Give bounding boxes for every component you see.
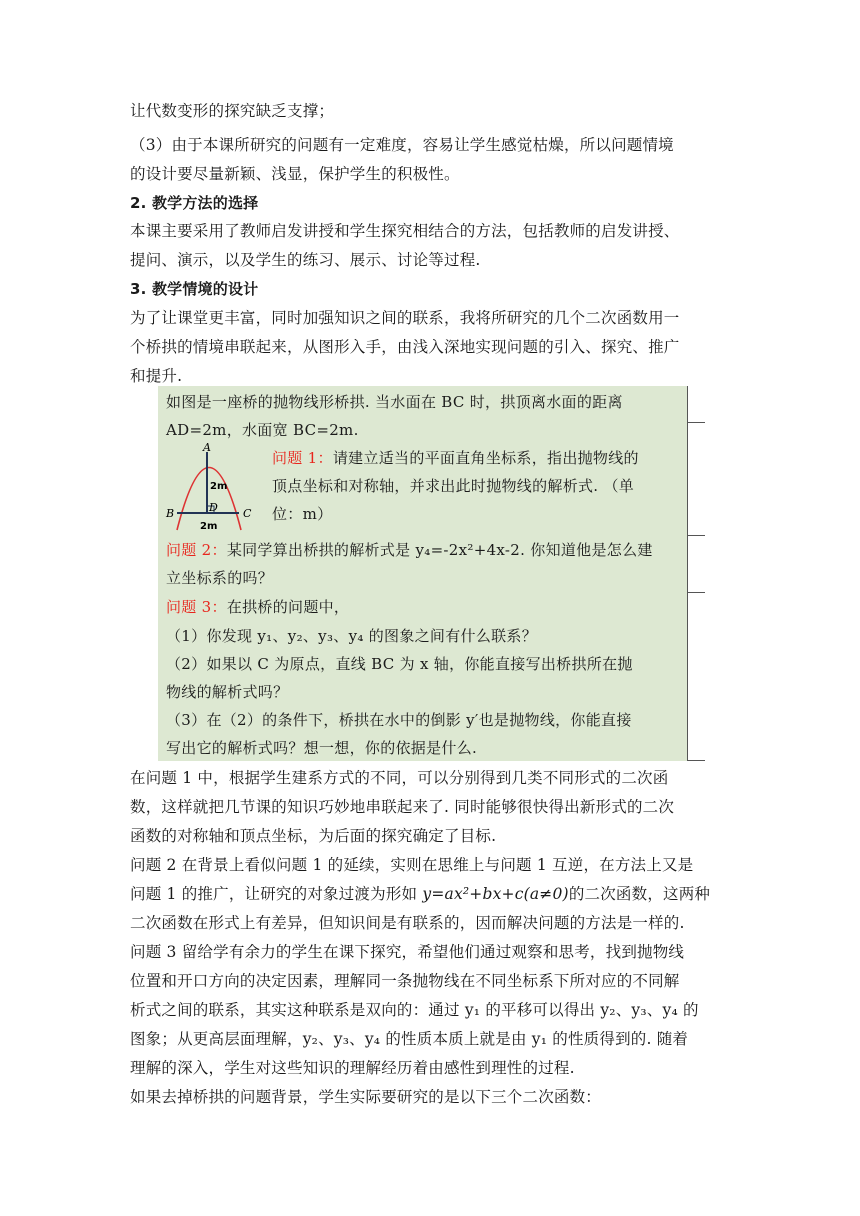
question-3-item: （2）如果以 C 为原点，直线 BC 为 x 轴，你能直接写出桥拱所在抛 (166, 655, 633, 673)
bracket-tick (687, 760, 705, 761)
formula: y=ax²+bx+c(a≠0) (422, 885, 569, 903)
paragraph: 问题 3 留给学有余力的学生在课下探究，希望他们通过观察和思考，找到抛物线 (130, 943, 685, 961)
paragraph: 本课主要采用了教师启发讲授和学生探究相结合的方法，包括教师的启发讲授、 (130, 222, 680, 240)
paragraph: 数，这样就把几节课的知识巧妙地串联起来了. 同时能够很快得出新形式的二次 (130, 798, 675, 816)
paragraph (130, 880, 732, 909)
question-1-cont: 位：m） (272, 505, 333, 523)
paragraph: 二次函数在形式上有差异，但知识间是有联系的，因而解决问题的方法是一样的. (130, 914, 685, 932)
paragraph: 提问、演示，以及学生的练习、展示、讨论等过程. (130, 251, 481, 269)
paragraph: 问题 2 在背景上看似问题 1 的延续，实则在思维上与问题 1 互逆，在方法上又是 (130, 856, 694, 874)
text: 的二次函数，这两种 (568, 885, 711, 903)
paragraph: （3）由于本课所研究的问题有一定难度，容易让学生感觉枯燥，所以问题情境 (130, 136, 674, 154)
text: 问题 1 的推广，让研究的对象过渡为形如 (130, 885, 423, 903)
question-text: 在拱桥的问题中， (226, 598, 350, 616)
label-d: D (209, 501, 218, 514)
problem-intro: AD=2m，水面宽 BC=2m. (166, 421, 359, 439)
problem-intro: 如图是一座桥的抛物线形桥拱. 当水面在 BC 时，拱顶离水面的距离 (166, 393, 623, 411)
height-label: 2m (210, 481, 228, 492)
question-1-cont: 顶点坐标和对称轴，并求出此时抛物线的解析式. （单 (272, 477, 635, 495)
paragraph: 析式之间的联系，其实这种联系是双向的：通过 y₁ 的平移可以得出 y₂、y₃、y₄ 的 (130, 1001, 699, 1019)
paragraph: 为了让课堂更丰富，同时加强知识之间的联系，我将所研究的几个二次函数用一 (130, 309, 680, 327)
bracket-tick (687, 535, 705, 536)
question-label: 问题 1： (272, 449, 333, 467)
label-a: A (203, 441, 211, 454)
paragraph: 理解的深入，学生对这些知识的理解经历着由感性到理性的过程. (130, 1059, 575, 1077)
paragraph: 个桥拱的情境串联起来，从图形入手，由浅入深地实现问题的引入、探究、推广 (130, 338, 680, 356)
question-2-cont: 立坐标系的吗？ (166, 569, 274, 587)
paragraph: 函数的对称轴和顶点坐标，为后面的探究确定了目标. (130, 827, 497, 845)
bracket-tick (687, 422, 705, 423)
question-label: 问题 3： (166, 598, 227, 616)
section-heading: 3. 教学情境的设计 (130, 280, 259, 298)
label-b: B (166, 507, 175, 520)
width-label: 2m (200, 521, 218, 532)
question-2 (166, 536, 653, 565)
question-text: 某同学算出桥拱的解析式是 y₄=-2x²+4x-2. 你知道他是怎么建 (226, 541, 653, 559)
label-c: C (243, 507, 252, 520)
question-text: 请建立适当的平面直角坐标系，指出抛物线的 (332, 449, 639, 467)
question-3-item: 物线的解析式吗？ (166, 683, 289, 701)
bracket-tick (687, 592, 705, 593)
question-label: 问题 2： (166, 541, 227, 559)
question-1 (272, 444, 639, 473)
paragraph: 位置和开口方向的决定因素，理解同一条抛物线在不同坐标系下所对应的不同解 (130, 972, 680, 990)
paragraph: 让代数变形的探究缺乏支撑； (130, 102, 335, 120)
paragraph: 和提升. (130, 367, 183, 385)
paragraph: 在问题 1 中，根据学生建系方式的不同，可以分别得到几类不同形式的二次函 (130, 769, 669, 787)
question-3-item: （1）你发现 y₁、y₂、y₃、y₄ 的图象之间有什么联系？ (166, 627, 538, 645)
section-heading: 2. 教学方法的选择 (130, 194, 259, 212)
bridge-arch-figure (163, 440, 265, 532)
paragraph: 图象；从更高层面理解，y₂、y₃、y₄ 的性质本质上就是由 y₁ 的性质得到的. 随着 (130, 1030, 689, 1048)
paragraph: 如果去掉桥拱的问题背景，学生实际要研究的是以下三个二次函数： (130, 1088, 602, 1106)
paragraph: 的设计要尽量新颖、浅显，保护学生的积极性。 (130, 165, 460, 183)
bracket-line (687, 386, 688, 761)
question-3-item: （3）在（2）的条件下，桥拱在水中的倒影 y′也是抛物线，你能直接 (166, 711, 632, 729)
question-3 (166, 593, 349, 622)
question-3-item: 写出它的解析式吗？想一想，你的依据是什么. (166, 739, 478, 757)
